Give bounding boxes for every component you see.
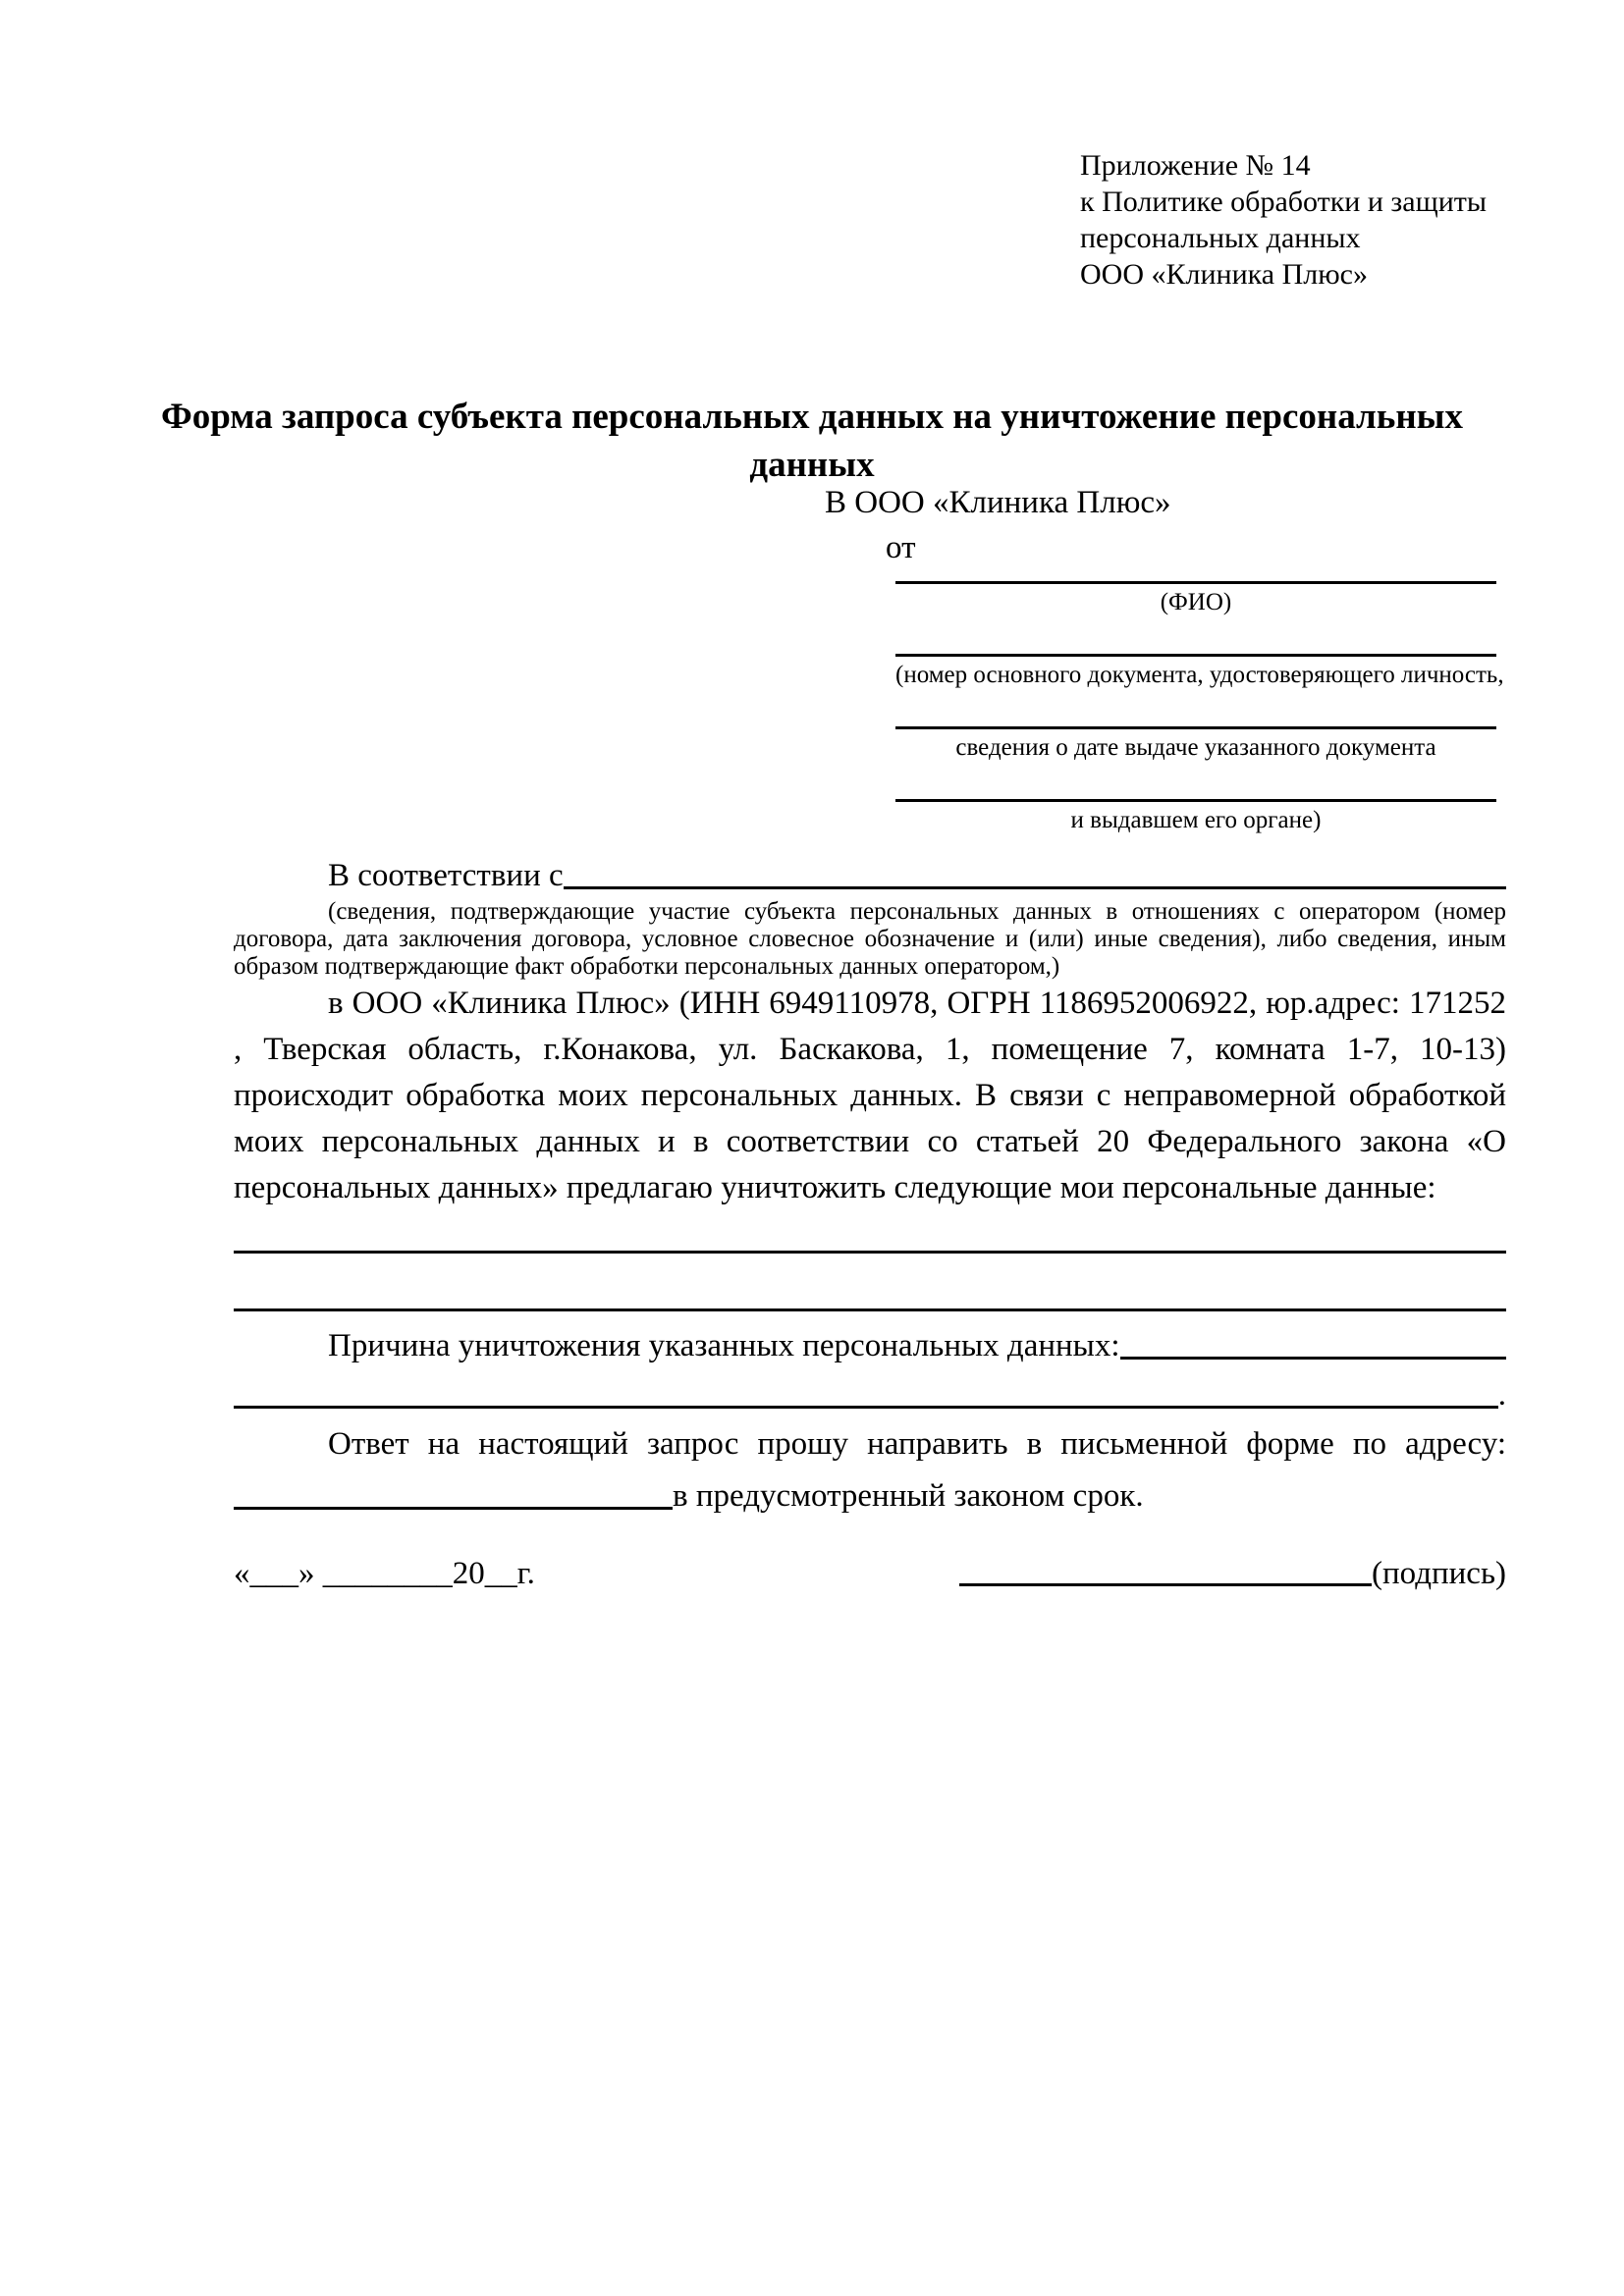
address-blank-line bbox=[234, 1507, 673, 1510]
header-note-line-1: Приложение № 14 bbox=[1080, 149, 1311, 182]
signature-block bbox=[959, 1556, 1506, 1592]
footer-row bbox=[234, 1556, 1506, 1592]
accordance-note: (сведения, подтверждающие участие субъекта персональных данных в отношениях с оператором (номер договора, дата заключения договора, условное словесное обозначение и (или) иные сведения), либо сведения, иным образом подтверждающие факт обработки персональных данных оператором,) bbox=[234, 898, 1506, 980]
caption-issuing-authority: и выдавшем его органе) bbox=[1070, 807, 1322, 833]
reason-continuation-line bbox=[234, 1406, 1498, 1409]
document-title: Форма запроса субъекта персональных данных на уничтожение персональных данных bbox=[160, 397, 1464, 485]
date-line: «___» ________20__г. bbox=[234, 1556, 535, 1591]
accordance-row bbox=[234, 849, 1506, 894]
main-paragraph: в ООО «Клиника Плюс» (ИНН 6949110978, ОГРН 1186952006922, юр.адрес: 171252 , Тверская область, г.Конакова, ул. Баскакова, 1, помещение 7, комната 1-7, 10-13) происходит обработка моих персональных данных. В связи с неправомерной обработкой моих персональных данных и в соответствии со статьей 20 Федерального закона «О персональных данных» предлагаю уничтожить следующие мои персональные данные: bbox=[234, 986, 1506, 1205]
accordance-blank-line bbox=[564, 886, 1506, 889]
blank-line-document-number bbox=[895, 654, 1496, 657]
blank-field-issuing-authority bbox=[895, 799, 1496, 835]
signature-line bbox=[959, 1583, 1372, 1586]
reason-label: Причина уничтожения указанных персональных данных: bbox=[328, 1328, 1120, 1363]
blank-line-issue-date bbox=[895, 726, 1496, 729]
addressee-to: В ООО «Клиника Плюс» bbox=[825, 485, 1171, 520]
reason-row bbox=[234, 1311, 1506, 1364]
caption-issue-date: сведения о дате выдаче указанного документа bbox=[955, 734, 1436, 761]
blank-field-fio bbox=[895, 581, 1496, 617]
address-row bbox=[234, 1468, 1506, 1515]
blank-line-fio bbox=[895, 581, 1496, 584]
header-note-line-4: ООО «Клиника Плюс» bbox=[1080, 258, 1368, 291]
header-note-line-2: к Политике обработки и защиты bbox=[1080, 186, 1488, 218]
header-note bbox=[1080, 147, 1487, 293]
answer-tail: в предусмотренный законом срок. bbox=[673, 1478, 1144, 1514]
document-body bbox=[234, 849, 1506, 1592]
reason-blank-line bbox=[1120, 1357, 1506, 1360]
from-label: от bbox=[886, 530, 916, 565]
header-note-line-3: персональных данных bbox=[1080, 222, 1361, 254]
blank-field-document-number bbox=[895, 654, 1504, 690]
signature-caption: (подпись) bbox=[1372, 1556, 1506, 1591]
caption-fio: (ФИО) bbox=[1160, 589, 1232, 615]
data-blank-line-2 bbox=[234, 1254, 1506, 1311]
blank-line-issuing-authority bbox=[895, 799, 1496, 802]
accordance-label: В соответствии с bbox=[328, 858, 564, 893]
period: . bbox=[1497, 1377, 1506, 1413]
answer-paragraph: Ответ на настоящий запрос прошу направить в письменной форме по адресу: bbox=[328, 1426, 1506, 1462]
caption-document-number: (номер основного документа, удостоверяющего личность, bbox=[895, 662, 1504, 688]
data-blank-line-1 bbox=[234, 1211, 1506, 1254]
reason-continuation-row bbox=[234, 1364, 1506, 1414]
blank-field-issue-date bbox=[895, 726, 1496, 763]
